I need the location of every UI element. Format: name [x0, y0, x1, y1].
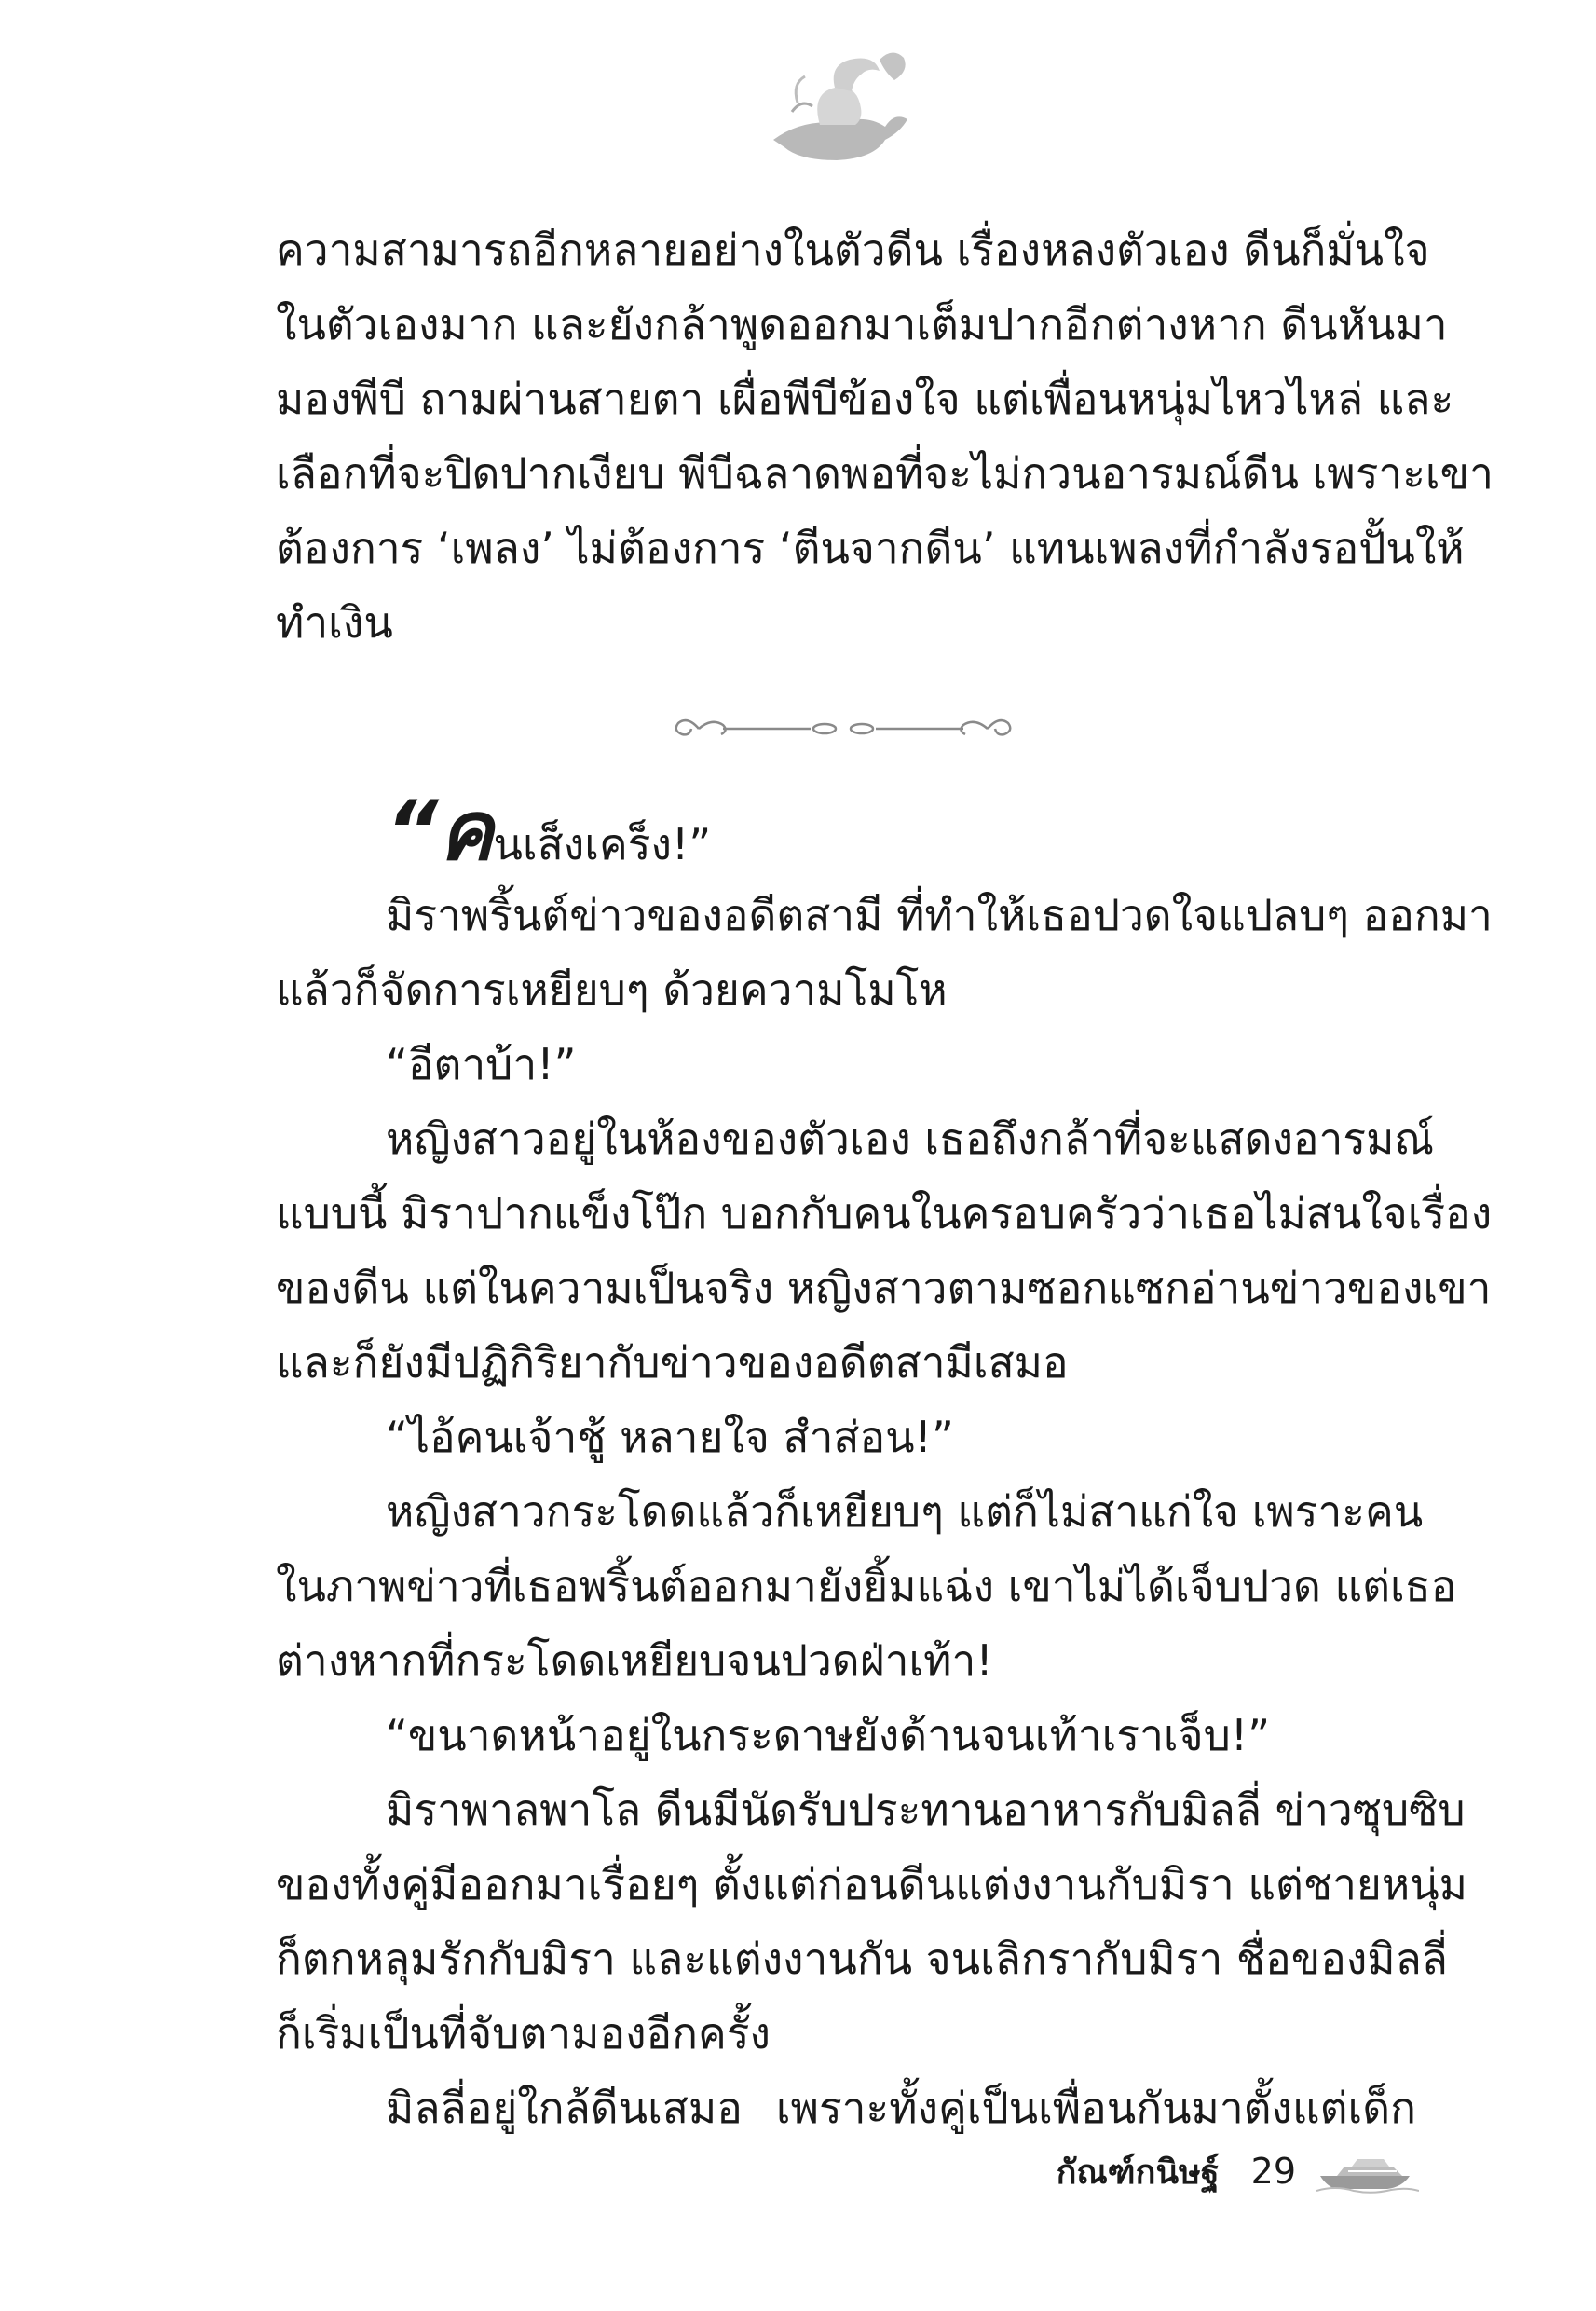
text-line: “ขนาดหน้าอยู่ในกระดาษยังด้านจนเท้าเราเจ็บ!”	[386, 1710, 1271, 1760]
text-line: ของทั้งคู่มีออกมาเรื่อยๆ ตั้งแต่ก่อนดีนแต่งงานกับมิรา แต่ชายหนุ่ม	[276, 1859, 1467, 1909]
scroll-divider-icon	[671, 710, 1016, 747]
teapot-ornament-icon	[764, 47, 913, 168]
text-line: หญิงสาวกระโดดแล้วก็เหยียบๆ แต่ก็ไม่สาแก่ใจ เพราะคน	[386, 1486, 1424, 1537]
page-number: 29	[1250, 2151, 1296, 2192]
text-line: ก็เริ่มเป็นที่จับตามองอีกครั้ง	[276, 2008, 771, 2058]
text-line: ต่างหากที่กระโดดเหยียบจนปวดฝ่าเท้า!	[276, 1635, 993, 1686]
text-line: มิราพริ้นต์ข่าวของอดีตสามี ที่ทำให้เธอปวดใจแปลบๆ ออกมา	[386, 890, 1493, 940]
opening-rest: นเส็งเคร็ง!”	[493, 819, 712, 869]
text-line: เลือกที่จะปิดปากเงียบ พีบีฉลาดพอที่จะไม่กวนอารมณ์ดีน เพราะเขา	[276, 448, 1494, 499]
text-line: ความสามารถอีกหลายอย่างในตัวดีน เรื่องหลงตัวเอง ดีนก็มั่นใจ	[276, 225, 1430, 275]
text-line: “ไอ้คนเจ้าชู้ หลายใจ สำส่อน!”	[386, 1412, 954, 1462]
text-line: มิลลี่อยู่ใกล้ดีนเสมอ เพราะทั้งคู่เป็นเพื่อนกันมาตั้งแต่เด็ก	[386, 2083, 1416, 2133]
text-line: มิราพาลพาโล ดีนมีนัดรับประทานอาหารกับมิลลี่ ข่าวซุบซิบ	[386, 1785, 1466, 1835]
text-line: มองพีบี ถามผ่านสายตา เผื่อพีบีข้องใจ แต่เพื่อนหนุ่มไหวไหล่ และ	[276, 374, 1454, 424]
text-line: ทำเงิน	[276, 597, 393, 648]
text-line: และก็ยังมีปฏิกิริยากับข่าวของอดีตสามีเสมอ	[276, 1337, 1069, 1388]
text-line: ในตัวเองมาก และยังกล้าพูดออกมาเต็มปากอีกต่างหาก ดีนหันมา	[276, 299, 1448, 349]
text-line: ต้องการ ‘เพลง’ ไม่ต้องการ ‘ตีนจากดีน’ แทนเพลงที่กำลังรอปั้นให้	[276, 523, 1465, 573]
text-line: ในภาพข่าวที่เธอพริ้นต์ออกมายังยิ้มแฉ่ง เขาไม่ได้เจ็บปวด แต่เธอ	[276, 1561, 1457, 1611]
dropcap: “ค	[386, 783, 494, 879]
text-line: แล้วก็จัดการเหยียบๆ ด้วยความโมโห	[276, 964, 948, 1015]
text-line: แบบนี้ มิราปากแข็งโป๊ก บอกกับคนในครอบครัวว่าเธอไม่สนใจเรื่อง	[276, 1188, 1493, 1238]
text-line: ของดีน แต่ในความเป็นจริง หญิงสาวตามซอกแซกอ่านข่าวของเขา	[276, 1263, 1492, 1313]
page-footer	[1057, 2143, 1419, 2199]
text-line: “อีตาบ้า!”	[386, 1039, 577, 1089]
opening-text	[276, 783, 1416, 879]
book-title: กัณฑ์กนิษฐ์	[1056, 2153, 1220, 2192]
yacht-icon	[1316, 2148, 1419, 2195]
text-line: ก็ตกหลุมรักกับมิรา และแต่งงานกัน จนเลิกรากับมิรา ชื่อของมิลลี่	[276, 1934, 1448, 1984]
text-line: หญิงสาวอยู่ในห้องของตัวเอง เธอถึงกล้าที่จะแสดงอารมณ์	[386, 1114, 1435, 1164]
